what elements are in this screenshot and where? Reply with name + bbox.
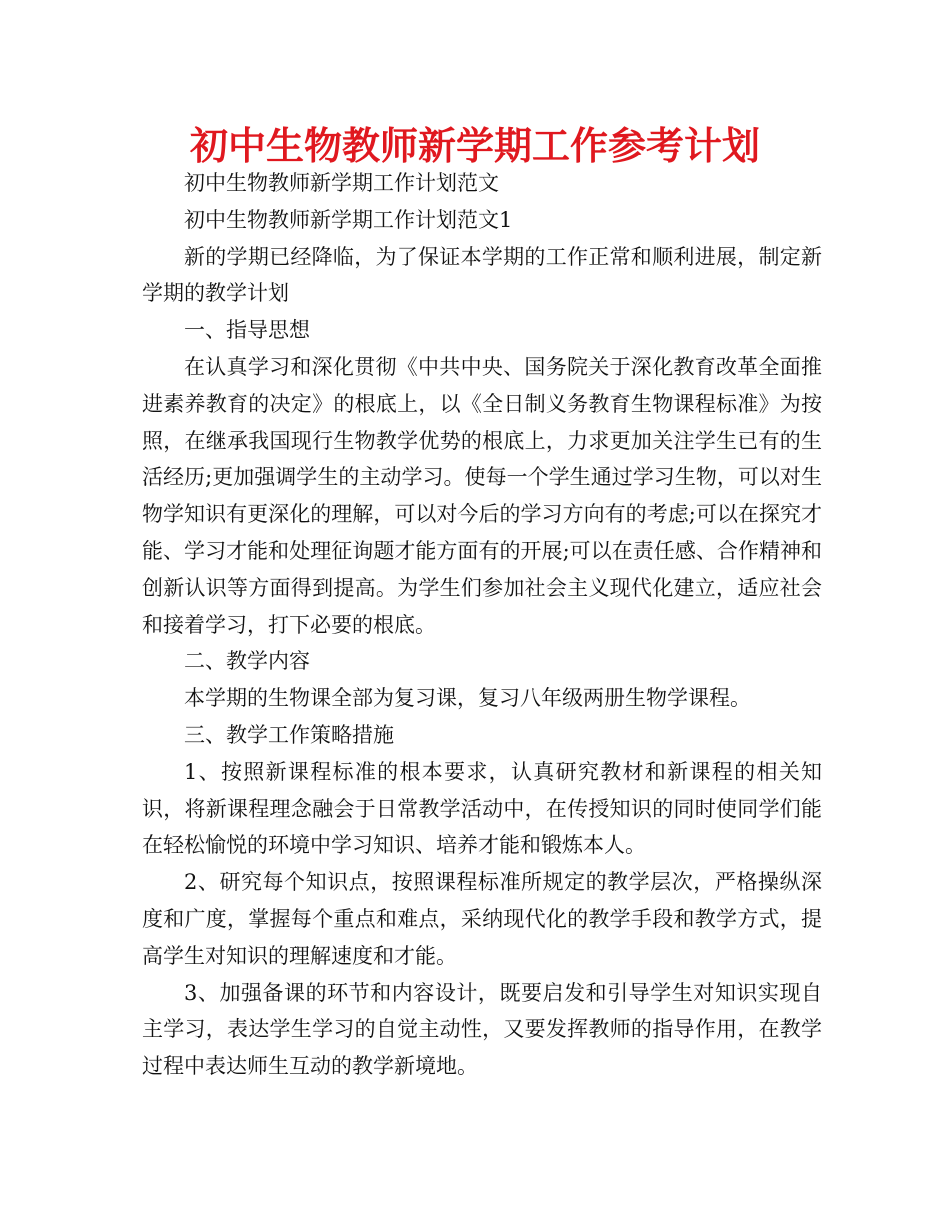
section-heading: 二、教学内容	[184, 649, 310, 674]
document-title: 初中生物教师新学期工作参考计划	[189, 124, 760, 168]
paragraph: 初中生物教师新学期工作计划范文1	[184, 207, 513, 232]
paragraph: 3、加强备课的环节和内容设计，既要启发和引导学生对知识实现自主学习，表达学生学习的自觉主动性，又要发挥教师的指导作用，在教学过程中表达师生互动的教学新境地。	[142, 980, 822, 1079]
paragraph: 本学期的生物课全部为复习课，复习八年级两册生物学课程。	[184, 686, 751, 711]
section-heading: 一、指导思想	[184, 318, 310, 343]
paragraph: 1、按照新课程标准的根本要求，认真研究教材和新课程的相关知识，将新课程理念融会于日常教学活动中，在传授知识的同时使同学们能在轻松愉悦的环境中学习知识、培养才能和锻炼本人。	[142, 759, 822, 858]
paragraph: 初中生物教师新学期工作计划范文	[184, 171, 499, 195]
document-body	[142, 165, 822, 1085]
paragraph: 2、研究每个知识点，按照课程标准所规定的教学层次，严格操纵深度和广度，掌握每个重点和难点，采纳现代化的教学手段和教学方式，提高学生对知识的理解速度和才能。	[142, 870, 822, 968]
paragraph: 新的学期已经降临，为了保证本学期的工作正常和顺利进展，制定新学期的教学计划	[142, 244, 822, 306]
section-heading: 三、教学工作策略措施	[184, 722, 394, 747]
paragraph: 在认真学习和深化贯彻《中共中央、国务院关于深化教育改革全面推进素养教育的决定》的根底上，以《全日制义务教育生物课程标准》为按照，在继承我国现行生物教学优势的根底上，力求更加关注学生已有的生活经历;更加强调学生的主动学习。使每一个学生通过学习生物，可以对生物学知识有更深化的理解，可以对今后的学习方向有的考虑;可以在探究才能、学习才能和处理征询题才能方面有的开展;可以在责任感、合作精神和创新认识等方面得到提高。为学生们参加社会主义现代化建立，适应社会和接着学习，打下必要的根底。	[142, 354, 822, 637]
